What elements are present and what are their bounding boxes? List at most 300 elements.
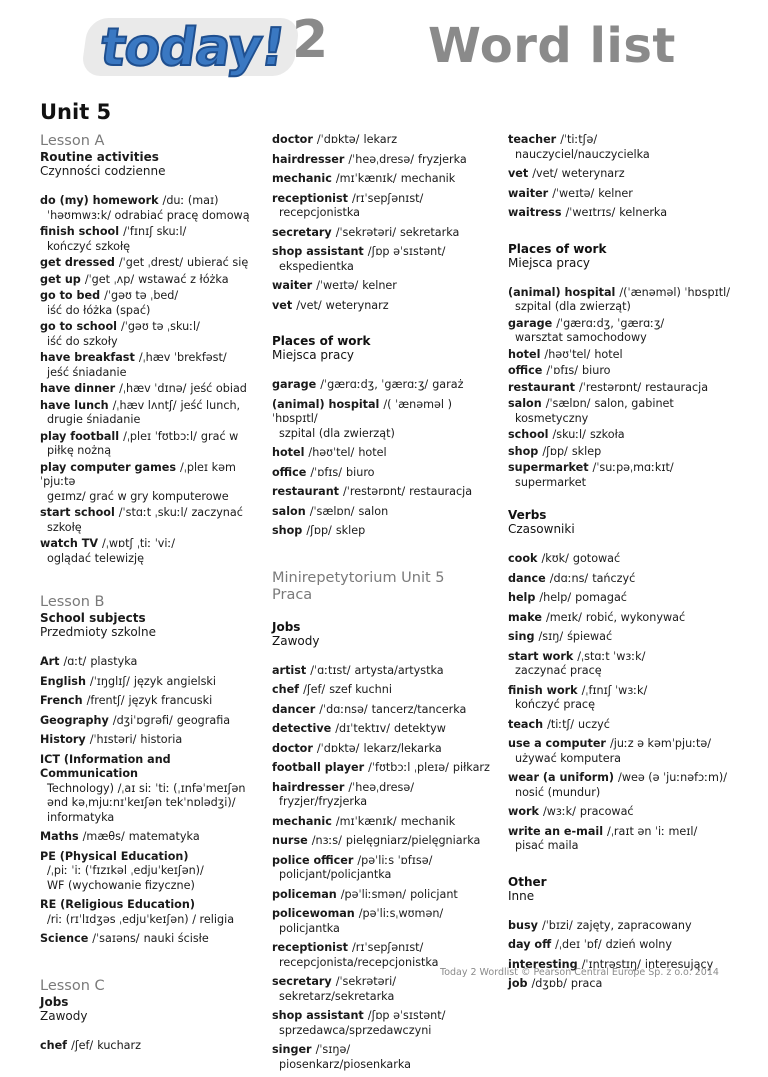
entry-translation: piłkarz [452, 761, 490, 774]
vocab-entry [272, 279, 496, 294]
entry-word: singer [272, 1043, 312, 1056]
entry-word: play computer games [40, 460, 176, 474]
entry-word: office [272, 465, 307, 479]
entry-phonetic: /ˈsɪŋə/ [315, 1043, 351, 1056]
entry-continuation: iść do szkoły [47, 334, 118, 348]
entry-phonetic: /ˈsælɒn/ [309, 504, 355, 518]
vocab-entry [272, 854, 496, 883]
other-list [508, 919, 734, 992]
vocab-entry [40, 273, 258, 288]
entry-phonetic: /(ˈænəməl) ˈhɒspɪtl/ [619, 285, 731, 299]
vocab-entry [272, 703, 496, 718]
verbs-heading-en: Verbs [508, 508, 547, 522]
vocab-entry [272, 975, 496, 1004]
vocab-entry [272, 172, 496, 187]
entry-word: English [40, 674, 86, 688]
entry-translation: policjant [410, 887, 458, 901]
vocab-entry [272, 742, 496, 757]
vocab-entry [272, 226, 496, 241]
vocab-entry [40, 506, 258, 535]
entry-translation: lekarz/lekarka [363, 741, 442, 755]
entry-word: get up [40, 272, 81, 286]
entry-phonetic: /ˈweɪtə/ [316, 279, 359, 292]
entry-phonetic: /meɪk/ [545, 610, 582, 624]
entry-phonetic: /ˌhæv ˈbrekfəst/ [138, 351, 227, 364]
vocab-entry [508, 206, 734, 221]
entry-word: work [508, 805, 539, 818]
places-heading-pl: Miejsca pracy [272, 348, 355, 362]
entry-translation: weterynarz [561, 167, 625, 180]
entry-word: garage [272, 378, 317, 391]
entry-word: shop [272, 524, 303, 537]
entry-phonetic: /mæθs/ [82, 830, 125, 843]
entry-phonetic: /ˈgəʊ tə ˌskuːl/ [120, 320, 200, 333]
entry-phonetic: /ˌdeɪ ˈɒf/ [555, 938, 602, 951]
vocab-entry [272, 683, 496, 698]
entry-word: detective [272, 722, 332, 735]
entry-translation: mechanik [400, 172, 456, 185]
places-list-2 [508, 286, 734, 491]
entry-word: chef [40, 1038, 68, 1052]
entry-continuation: szpital (dla zwierząt) [515, 300, 631, 313]
entry-word: have breakfast [40, 351, 135, 364]
entry-word: secretary [272, 975, 332, 988]
vocab-entry [272, 1009, 496, 1038]
entry-continuation: WF (wychowanie fizyczne) [47, 878, 195, 892]
entry-word: Art [40, 655, 60, 668]
entry-translation: kelner [598, 186, 633, 200]
entry-phonetic: /ˈrestərɒnt/ [579, 380, 642, 394]
entry-phonetic: /ˈsekrətəri/ [335, 975, 396, 988]
vocab-entry [40, 320, 258, 349]
entry-phonetic: /sɪŋ/ [538, 630, 564, 643]
entry-phonetic: /ˈgærɑːdʒ, ˈgærɑːʒ/ [320, 378, 429, 391]
entry-word: interesting [508, 957, 578, 971]
entry-translation: biuro [582, 364, 611, 377]
entry-phonetic: /skuːl/ [552, 428, 586, 441]
entry-continuation: iść do łóżka (spać) [47, 303, 151, 317]
lesson-c-list [40, 1039, 258, 1054]
entry-word: teach [508, 717, 544, 731]
entry-word: day off [508, 938, 552, 951]
entry-word: restaurant [508, 380, 576, 394]
vocab-entry [272, 466, 496, 481]
minirep-jobs-pl: Zawody [272, 633, 320, 648]
lesson-b-topic-en: School subjects [40, 611, 146, 625]
entry-phonetic: /ˈhɪstəri/ [89, 733, 137, 746]
vocab-entry [272, 1043, 496, 1072]
entry-translation: pielęgniarz/pielęgniarka [345, 834, 481, 847]
lesson-a-topic-en: Routine activities [40, 150, 159, 164]
entry-translation: język francuski [128, 694, 213, 707]
entry-word: History [40, 733, 86, 746]
vocab-entry [40, 194, 258, 223]
entry-translation: zajęty, zapracowany [576, 918, 692, 932]
entry-phonetic: /ˈɑːtɪst/ [310, 663, 351, 677]
minirep-jobs-list [272, 664, 496, 1073]
entry-word: get dressed [40, 256, 115, 269]
entry-word: policewoman [272, 907, 355, 920]
entry-word: finish school [40, 225, 120, 238]
vocab-entry [272, 722, 496, 737]
vocab-entry [40, 382, 258, 397]
entry-translation: interesujący [644, 957, 714, 971]
entry-translation: matematyka [128, 830, 200, 843]
entry-translation: salon, gabinet [594, 397, 674, 410]
entry-word: dancer [272, 702, 316, 716]
entry-translation: uczyć [578, 717, 610, 731]
entry-translation: śpiewać [567, 630, 613, 643]
entry-word: hotel [508, 347, 541, 361]
entry-phonetic: /ˌraɪt ən ˈiː meɪl/ [607, 824, 698, 838]
vocab-entry [508, 461, 734, 490]
vocab-entry [508, 167, 734, 182]
entry-phonetic: /ʃɒp əˈsɪstənt/ [367, 1009, 446, 1022]
vocab-entry [272, 378, 496, 393]
entry-phonetic: /ʃef/ [303, 683, 326, 696]
page-header [0, 0, 768, 100]
entry-phonetic: /rɪˈsepʃənɪst/ [352, 191, 424, 205]
entry-translation: hotel [358, 446, 387, 459]
entry-continuation: jeść śniadanie [47, 365, 127, 379]
vocab-entry [40, 430, 258, 459]
entry-translation: jeść lunch, [180, 398, 241, 412]
entry-word: doctor [272, 741, 313, 755]
entry-phonetic: /ʃɒp/ [542, 444, 568, 458]
entry-phonetic: /ˈstɑːt ˌskuːl/ [118, 506, 188, 519]
entry-translation: geografia [176, 713, 231, 727]
vocab-entry [508, 428, 734, 443]
verbs-list [508, 552, 734, 854]
entry-continuation: fryzjer/fryzjerka [279, 795, 368, 808]
entry-phonetic: /help/ [539, 591, 572, 604]
entry-phonetic: /ˌhæv lʌntʃ/ [112, 398, 177, 412]
entry-word: policeman [272, 887, 337, 901]
entry-word: salon [272, 504, 306, 518]
vocab-entry [40, 461, 258, 505]
places-list [272, 378, 496, 539]
vocab-entry [272, 815, 496, 830]
entry-translation: ubierać się [187, 256, 249, 269]
entry-phonetic: /ˈgærɑːdʒ, ˈgærɑːʒ/ [556, 316, 665, 330]
entry-word: shop assistant [272, 1009, 364, 1022]
entry-translation: dzień wolny [605, 938, 673, 951]
entry-phonetic: /dʒɒb/ [531, 977, 567, 990]
entry-phonetic: /pəˈliːsˌwʊmən/ [358, 907, 444, 920]
entry-translation: restauracja [645, 380, 709, 394]
entry-word: French [40, 694, 83, 707]
entry-phonetic: /vet/ [296, 298, 322, 312]
entry-phonetic: /ˈweɪtə/ [552, 186, 595, 200]
entry-phonetic: /ˈrestərɒnt/ [343, 485, 406, 498]
jobs-list-cont-2 [508, 133, 734, 221]
entry-word: dance [508, 571, 546, 585]
vocab-entry [508, 718, 734, 733]
entry-translation: kelner [362, 279, 397, 292]
verbs-heading-pl: Czasowniki [508, 522, 575, 536]
entry-continuation: sprzedawca/sprzedawczyni [279, 1023, 432, 1037]
entry-phonetic: /ˌfɪnɪʃ ˈwɜːk/ [581, 683, 648, 697]
entry-translation: biuro [346, 465, 375, 479]
entry-translation: tańczyć [592, 571, 636, 585]
entry-translation: robić, wykonywać [585, 610, 686, 624]
unit-title: Unit 5 [40, 100, 112, 124]
minirep-jobs-en: Jobs [272, 619, 301, 634]
entry-phonetic: /ˈɪŋglɪʃ/ [89, 674, 130, 688]
entry-phonetic: /dɑːns/ [549, 571, 589, 585]
entry-word: job [508, 977, 528, 990]
entry-translation: kelnerka [619, 206, 668, 219]
vocab-entry [40, 753, 258, 826]
entry-continuation: ənd kəˌmjuːnɪˈkeɪʃən tekˈnɒlədʒi)/ [47, 796, 236, 809]
level-number: 2 [292, 10, 329, 70]
entry-word: (animal) hospital [272, 397, 380, 411]
vocab-entry [40, 351, 258, 380]
vocab-entry [508, 938, 734, 953]
entry-phonetic: /rɪˈsepʃənɪst/ [352, 941, 424, 954]
entry-phonetic: /ʃɒp/ [306, 524, 332, 537]
entry-continuation: szpital (dla zwierząt) [279, 426, 395, 440]
entry-word: receptionist [272, 191, 349, 205]
entry-word: go to school [40, 320, 117, 333]
entry-continuation: ekspedientka [279, 259, 354, 273]
vocab-entry [272, 888, 496, 903]
entry-phonetic: /ˈsælɒn/ [545, 397, 591, 410]
entry-word: restaurant [272, 485, 340, 498]
vocab-entry [508, 572, 734, 587]
entry-continuation: warsztat samochodowy [515, 331, 647, 344]
entry-translation: zaczynać [191, 506, 243, 519]
entry-phonetic: /kʊk/ [541, 552, 569, 565]
lesson-b-heading: Lesson B [40, 594, 105, 610]
entry-word: ICT (Information and Communication [40, 752, 171, 780]
entry-translation: sklep [571, 444, 602, 458]
minirep-heading: Minirepetytorium Unit 5 [272, 569, 445, 586]
entry-word: garage [508, 316, 553, 330]
entry-word: cook [508, 552, 538, 565]
entry-phonetic: /ˈdɑːnsə/ [319, 702, 368, 716]
entry-translation: pomagać [575, 591, 627, 604]
entry-translation: mechanik [400, 814, 456, 828]
entry-continuation: kończyć szkołę [47, 239, 131, 253]
vocab-entry [40, 289, 258, 318]
entry-phonetic: /mɪˈkænɪk/ [335, 814, 397, 828]
entry-continuation: policjant/policjantka [279, 868, 392, 881]
vocab-entry [508, 611, 734, 626]
entry-word: (animal) hospital [508, 285, 616, 299]
entry-word: waiter [272, 279, 313, 292]
entry-phonetic: /ˈsekrətəri/ [335, 225, 396, 239]
vocab-entry [272, 299, 496, 314]
column-3 [508, 133, 734, 997]
vocab-entry [508, 737, 734, 766]
entry-word: mechanic [272, 814, 332, 828]
vocab-entry [508, 381, 734, 396]
vocab-entry [272, 153, 496, 168]
vocab-entry [508, 919, 734, 934]
entry-word: busy [508, 918, 538, 932]
entry-word: sing [508, 630, 535, 643]
entry-translation: szkoła [589, 428, 625, 441]
vocab-entry [272, 446, 496, 461]
vocab-entry [40, 225, 258, 254]
lesson-b-topic-pl: Przedmioty szkolne [40, 625, 156, 639]
entry-continuation: recepcjonista/recepcjonistka [279, 955, 439, 969]
vocab-entry [508, 825, 734, 854]
vocab-entry [508, 286, 734, 315]
entry-phonetic: /ˌstɑːt ˈwɜːk/ [577, 649, 646, 663]
entry-translation: kucharz [97, 1038, 141, 1052]
entry-phonetic: /dɪˈtektɪv/ [335, 722, 391, 735]
entry-continuation: pisać maila [515, 839, 579, 852]
entry-word: play football [40, 429, 120, 443]
vocab-entry [272, 398, 496, 442]
vocab-entry [508, 630, 734, 645]
entry-translation: sekretarka [399, 225, 460, 239]
lesson-a-heading: Lesson A [40, 133, 105, 149]
entry-phonetic: /tiːtʃ/ [547, 717, 575, 731]
vocab-entry [40, 733, 258, 748]
entry-word: vet [508, 167, 529, 180]
vocab-entry [272, 907, 496, 936]
entry-phonetic: /ˈdɒktə/ [316, 133, 360, 146]
entry-word: supermarket [508, 461, 589, 474]
entry-translation: historia [140, 733, 183, 746]
entry-phonetic: /ˌpleɪ kəmˈpjuːtə [40, 460, 236, 488]
vocab-entry [272, 524, 496, 539]
entry-word: PE (Physical Education) [40, 849, 189, 863]
entry-word: go to bed [40, 289, 101, 302]
entry-phonetic: /juːz ə kəmˈpjuːtə/ [609, 737, 712, 750]
vocab-entry [40, 655, 258, 670]
vocab-entry [272, 245, 496, 274]
entry-phonetic: /ˈget ˌʌp/ [84, 272, 135, 286]
vocab-entry [272, 761, 496, 776]
entry-translation: wstawać z łóżka [138, 272, 229, 286]
entry-word: artist [272, 663, 307, 677]
vocab-entry [272, 192, 496, 221]
entry-continuation: drugie śniadanie [47, 413, 141, 426]
lesson-c-topic-en: Jobs [40, 994, 69, 1009]
entry-phonetic: /ˈtiːtʃə/ [560, 133, 598, 146]
entry-phonetic: /nɜːs/ [311, 834, 342, 847]
vocab-entry [508, 771, 734, 800]
entry-word: have lunch [40, 398, 109, 412]
entry-word: help [508, 591, 536, 604]
entry-translation: nauki ścisłe [143, 932, 209, 945]
vocab-entry [508, 364, 734, 379]
vocab-entry [40, 850, 258, 894]
entry-phonetic: /ˈɒfɪs/ [546, 364, 579, 377]
entry-phonetic: /frentʃ/ [86, 694, 125, 707]
entry-continuation: Technology) /ˌaɪ siː ˈtiː (ˌɪnfəˈmeɪʃən [47, 781, 246, 795]
vocab-entry [508, 650, 734, 679]
entry-translation: praca [570, 977, 603, 990]
entry-phonetic: /ˌhæv ˈdɪnə/ [119, 382, 187, 395]
entry-word: Science [40, 932, 89, 945]
entry-word: shop assistant [272, 245, 364, 258]
vocab-entry [508, 187, 734, 202]
entry-word: mechanic [272, 172, 332, 185]
vocab-entry [40, 675, 258, 690]
entry-phonetic: /ʃef/ [71, 1038, 94, 1052]
entry-phonetic: /ˈsaɪəns/ [92, 932, 140, 945]
entry-translation: artysta/artystka [354, 663, 444, 677]
vocab-entry [40, 537, 258, 566]
entry-word: RE (Religious Education) [40, 898, 195, 911]
entry-phonetic: /ˈheəˌdresə/ [348, 152, 415, 166]
entry-phonetic: /ˈheəˌdresə/ [348, 780, 415, 794]
entry-word: chef [272, 683, 300, 696]
entry-word: hairdresser [272, 152, 345, 166]
vocab-entry [508, 591, 734, 606]
vocab-entry [40, 694, 258, 709]
vocab-entry [272, 664, 496, 679]
entry-translation: jeść obiad [190, 382, 247, 395]
entry-phonetic: /həʊˈtel/ [544, 347, 591, 361]
entry-word: use a computer [508, 737, 606, 750]
entry-phonetic: /weə (ə ˈjuːnəfɔːm)/ [618, 771, 727, 784]
vocab-entry [508, 133, 734, 162]
entry-translation: garaż [432, 378, 464, 391]
entry-phonetic: /ˈget ˌdrest/ [118, 256, 184, 269]
entry-phonetic: /ˈdɒktə/ [316, 741, 360, 755]
entry-translation: salon [358, 504, 389, 518]
entry-phonetic: /mɪˈkænɪk/ [335, 172, 397, 185]
entry-phonetic: /ˈbɪzi/ [541, 918, 573, 932]
entry-continuation: kończyć pracę [515, 698, 595, 711]
entry-continuation: ˈhəʊmwɜːk/ odrabiać pracę domową [47, 208, 250, 222]
vocab-entry [508, 317, 734, 346]
page-title: Word list [428, 18, 676, 74]
copyright-footer: Today 2 Wordlist © Pearson Central Europe Sp. z o.o. 2014 [440, 967, 719, 978]
vocab-entry [272, 485, 496, 500]
entry-phonetic: /ˈweɪtrɪs/ [565, 206, 616, 219]
entry-word: receptionist [272, 941, 349, 954]
entry-continuation: /riː (rɪˈlɪdʒəs ˌedjuˈkeɪʃən) / religia [47, 912, 235, 926]
entry-phonetic: /ˌpleɪ ˈfʊtbɔːl/ [123, 429, 197, 443]
entry-translation: gotować [572, 552, 621, 565]
entry-translation: sklep [335, 524, 366, 537]
places-heading-pl-2: Miejsca pracy [508, 255, 591, 270]
vocab-entry [508, 445, 734, 460]
entry-continuation: piłkę nożną [47, 444, 112, 457]
column-2 [272, 133, 496, 1077]
entry-translation: język angielski [133, 674, 217, 688]
entry-phonetic: /ˈsuːpəˌmɑːkɪt/ [592, 461, 674, 474]
entry-translation: restauracja [409, 485, 473, 498]
entry-translation: plastyka [90, 655, 138, 668]
entry-word: have dinner [40, 382, 116, 395]
entry-word: wear (a uniform) [508, 771, 615, 784]
entry-translation: grać w [200, 429, 239, 443]
minirep-subheading: Praca [272, 586, 313, 603]
vocab-entry [272, 781, 496, 810]
lesson-c-heading: Lesson C [40, 977, 105, 994]
vocab-entry [508, 805, 734, 820]
entry-phonetic: /ˈgəʊ tə ˌbed/ [104, 289, 179, 302]
entry-continuation: kosmetyczny [515, 411, 589, 425]
entry-word: nurse [272, 834, 308, 847]
entry-word: finish work [508, 683, 578, 697]
vocab-entry [40, 1039, 258, 1054]
vocab-entry [272, 941, 496, 970]
vocab-entry [508, 977, 734, 992]
entry-phonetic: /ʃɒp əˈsɪstənt/ [367, 245, 446, 258]
entry-word: watch TV [40, 537, 99, 550]
entry-continuation: supermarket [515, 475, 587, 489]
vocab-entry [508, 552, 734, 567]
